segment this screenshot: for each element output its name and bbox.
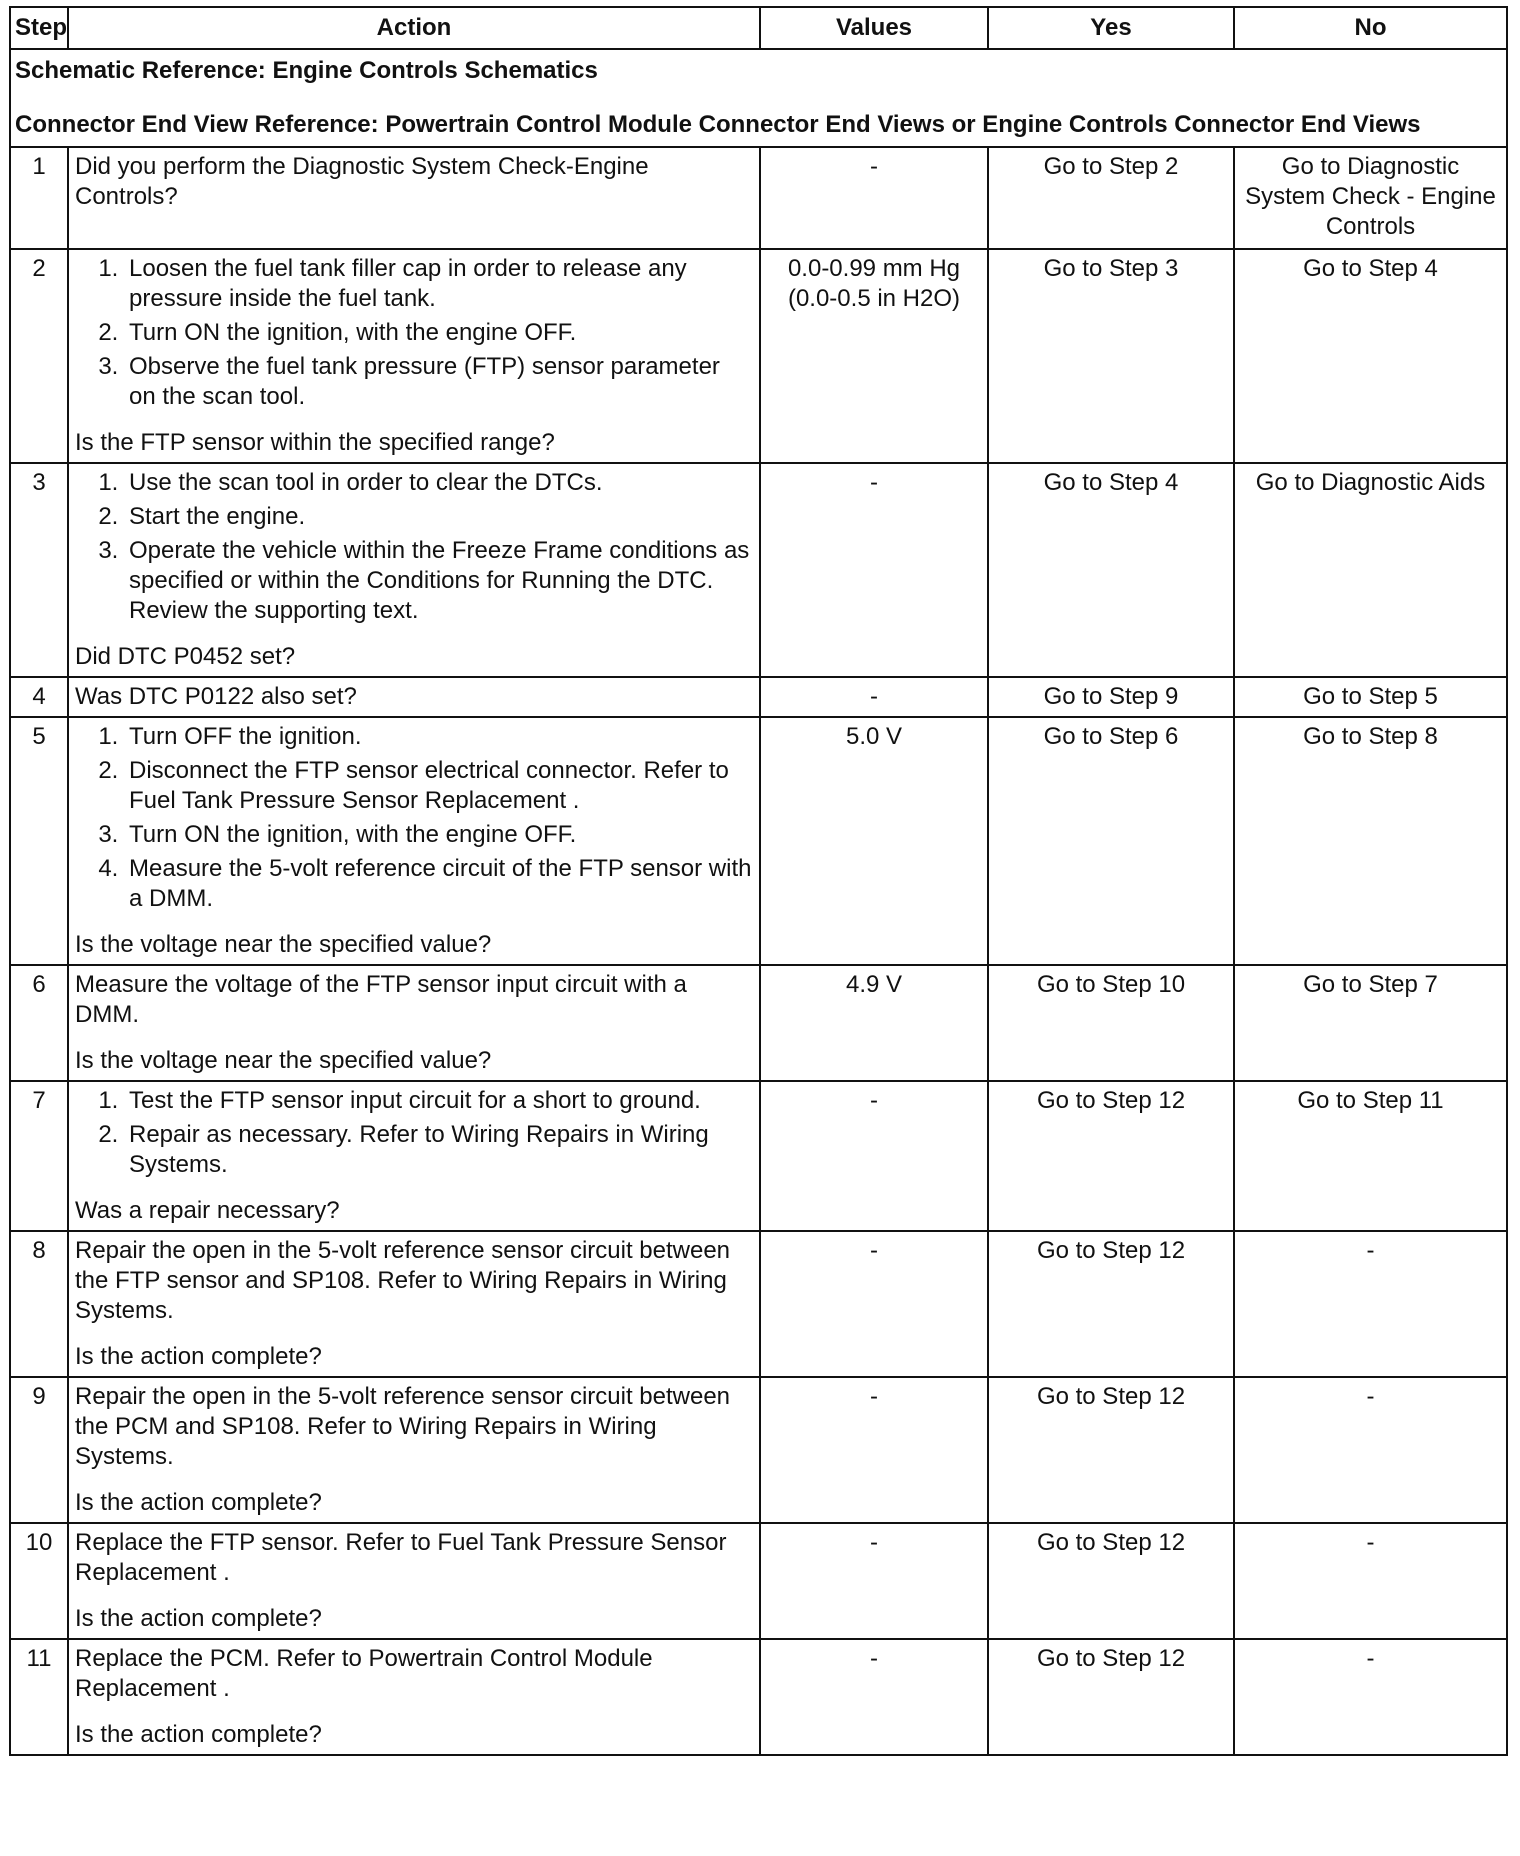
action-cell bbox=[68, 677, 760, 717]
action-question: Is the action complete? bbox=[75, 1605, 322, 1632]
step-number: 7 bbox=[10, 1081, 68, 1231]
action-cell bbox=[68, 249, 760, 463]
action-question: Is the action complete? bbox=[75, 1721, 322, 1748]
instruction-list bbox=[75, 1086, 753, 1180]
value-cell: - bbox=[760, 1639, 988, 1755]
instruction-item: 3. Turn ON the ignition, with the engine OFF. bbox=[125, 820, 753, 850]
yes-cell: Go to Step 9 bbox=[988, 677, 1234, 717]
action-text: Replace the PCM. Refer to Powertrain Control Module Replacement . bbox=[75, 1645, 653, 1702]
action-question: Is the voltage near the specified value? bbox=[75, 931, 492, 958]
action-question: Is the FTP sensor within the specified range? bbox=[75, 429, 555, 456]
table-row bbox=[10, 463, 1507, 677]
instruction-item: 2. Repair as necessary. Refer to Wiring Repairs in Wiring Systems. bbox=[125, 1120, 753, 1180]
table-row bbox=[10, 1523, 1507, 1639]
table-row bbox=[10, 1377, 1507, 1523]
no-cell: Go to Diagnostic System Check - Engine Controls bbox=[1234, 147, 1507, 249]
action-cell bbox=[68, 463, 760, 677]
step-number: 8 bbox=[10, 1231, 68, 1377]
yes-cell: Go to Step 6 bbox=[988, 717, 1234, 965]
step-number: 10 bbox=[10, 1523, 68, 1639]
step-number: 11 bbox=[10, 1639, 68, 1755]
value-cell: 0.0-0.99 mm Hg (0.0-0.5 in H2O) bbox=[760, 249, 988, 463]
no-cell: Go to Step 5 bbox=[1234, 677, 1507, 717]
no-cell: - bbox=[1234, 1523, 1507, 1639]
step-number: 9 bbox=[10, 1377, 68, 1523]
yes-cell: Go to Step 12 bbox=[988, 1639, 1234, 1755]
table-row bbox=[10, 965, 1507, 1081]
action-text: Was DTC P0122 also set? bbox=[75, 683, 357, 710]
instruction-list bbox=[75, 468, 753, 626]
action-text: Did you perform the Diagnostic System Check-Engine Controls? bbox=[75, 153, 649, 210]
action-cell bbox=[68, 1523, 760, 1639]
instruction-item: 1. Use the scan tool in order to clear the DTCs. bbox=[125, 468, 753, 498]
instruction-item: 3. Observe the fuel tank pressure (FTP) sensor parameter on the scan tool. bbox=[125, 352, 753, 412]
action-text: Measure the voltage of the FTP sensor input circuit with a DMM. bbox=[75, 971, 687, 1028]
step-number: 6 bbox=[10, 965, 68, 1081]
no-cell: Go to Step 7 bbox=[1234, 965, 1507, 1081]
table-row bbox=[10, 677, 1507, 717]
step-number: 4 bbox=[10, 677, 68, 717]
value-cell: - bbox=[760, 1081, 988, 1231]
action-cell bbox=[68, 1639, 760, 1755]
table-row bbox=[10, 1231, 1507, 1377]
yes-cell: Go to Step 10 bbox=[988, 965, 1234, 1081]
action-cell bbox=[68, 717, 760, 965]
no-cell: Go to Step 8 bbox=[1234, 717, 1507, 965]
connector-reference: Connector End View Reference: Powertrain Control Module Connector End Views or Engine Controls Connector End Views bbox=[15, 111, 1421, 138]
yes-cell: Go to Step 3 bbox=[988, 249, 1234, 463]
yes-cell: Go to Step 12 bbox=[988, 1377, 1234, 1523]
value-cell: 4.9 V bbox=[760, 965, 988, 1081]
instruction-item: 2. Disconnect the FTP sensor electrical connector. Refer to Fuel Tank Pressure Sensor Replacement . bbox=[125, 756, 753, 816]
value-cell: - bbox=[760, 147, 988, 249]
instruction-item: 1. Test the FTP sensor input circuit for a short to ground. bbox=[125, 1086, 753, 1116]
no-cell: - bbox=[1234, 1231, 1507, 1377]
reference-cell bbox=[10, 49, 1507, 147]
value-cell: - bbox=[760, 1523, 988, 1639]
instruction-item: 2. Start the engine. bbox=[125, 502, 753, 532]
instruction-item: 4. Measure the 5-volt reference circuit of the FTP sensor with a DMM. bbox=[125, 854, 753, 914]
header-yes: Yes bbox=[988, 7, 1234, 49]
header-values: Values bbox=[760, 7, 988, 49]
yes-cell: Go to Step 12 bbox=[988, 1081, 1234, 1231]
action-cell bbox=[68, 965, 760, 1081]
step-number: 3 bbox=[10, 463, 68, 677]
value-cell: - bbox=[760, 677, 988, 717]
action-question: Did DTC P0452 set? bbox=[75, 643, 296, 670]
step-number: 5 bbox=[10, 717, 68, 965]
action-question: Is the action complete? bbox=[75, 1489, 322, 1516]
value-cell: 5.0 V bbox=[760, 717, 988, 965]
yes-cell: Go to Step 2 bbox=[988, 147, 1234, 249]
yes-cell: Go to Step 12 bbox=[988, 1231, 1234, 1377]
table-row bbox=[10, 249, 1507, 463]
table-row bbox=[10, 1081, 1507, 1231]
no-cell: Go to Diagnostic Aids bbox=[1234, 463, 1507, 677]
action-cell bbox=[68, 1231, 760, 1377]
action-cell bbox=[68, 1377, 760, 1523]
reference-row bbox=[10, 49, 1507, 147]
instruction-list bbox=[75, 722, 753, 914]
table-row bbox=[10, 147, 1507, 249]
instruction-item: 1. Turn OFF the ignition. bbox=[125, 722, 753, 752]
action-question: Was a repair necessary? bbox=[75, 1197, 340, 1224]
table-header-row bbox=[10, 7, 1507, 49]
action-cell bbox=[68, 1081, 760, 1231]
diagnostic-table bbox=[9, 6, 1508, 1756]
schematic-reference: Schematic Reference: Engine Controls Schematics bbox=[15, 57, 598, 84]
header-no: No bbox=[1234, 7, 1507, 49]
instruction-item: 3. Operate the vehicle within the Freeze Frame conditions as specified or within the Conditions for Running the DTC. Review the supporting text. bbox=[125, 536, 753, 626]
header-step: Step bbox=[10, 7, 68, 49]
value-cell: - bbox=[760, 1231, 988, 1377]
header-action: Action bbox=[68, 7, 760, 49]
action-question: Is the action complete? bbox=[75, 1343, 322, 1370]
instruction-item: 2. Turn ON the ignition, with the engine OFF. bbox=[125, 318, 753, 348]
no-cell: - bbox=[1234, 1639, 1507, 1755]
action-question: Is the voltage near the specified value? bbox=[75, 1047, 492, 1074]
action-text: Repair the open in the 5-volt reference sensor circuit between the PCM and SP108. Refer to Wiring Repairs in Wiring Systems. bbox=[75, 1383, 731, 1470]
instruction-item: 1. Loosen the fuel tank filler cap in order to release any pressure inside the fuel tank. bbox=[125, 254, 753, 314]
value-cell: - bbox=[760, 463, 988, 677]
no-cell: - bbox=[1234, 1377, 1507, 1523]
no-cell: Go to Step 11 bbox=[1234, 1081, 1507, 1231]
action-cell bbox=[68, 147, 760, 249]
yes-cell: Go to Step 4 bbox=[988, 463, 1234, 677]
instruction-list bbox=[75, 254, 753, 412]
action-text: Replace the FTP sensor. Refer to Fuel Tank Pressure Sensor Replacement . bbox=[75, 1529, 727, 1586]
step-number: 1 bbox=[10, 147, 68, 249]
table-row bbox=[10, 1639, 1507, 1755]
no-cell: Go to Step 4 bbox=[1234, 249, 1507, 463]
yes-cell: Go to Step 12 bbox=[988, 1523, 1234, 1639]
value-cell: - bbox=[760, 1377, 988, 1523]
table-row bbox=[10, 717, 1507, 965]
action-text: Repair the open in the 5-volt reference sensor circuit between the FTP sensor and SP108. Refer to Wiring Repairs in Wiring Systems. bbox=[75, 1237, 731, 1324]
step-number: 2 bbox=[10, 249, 68, 463]
